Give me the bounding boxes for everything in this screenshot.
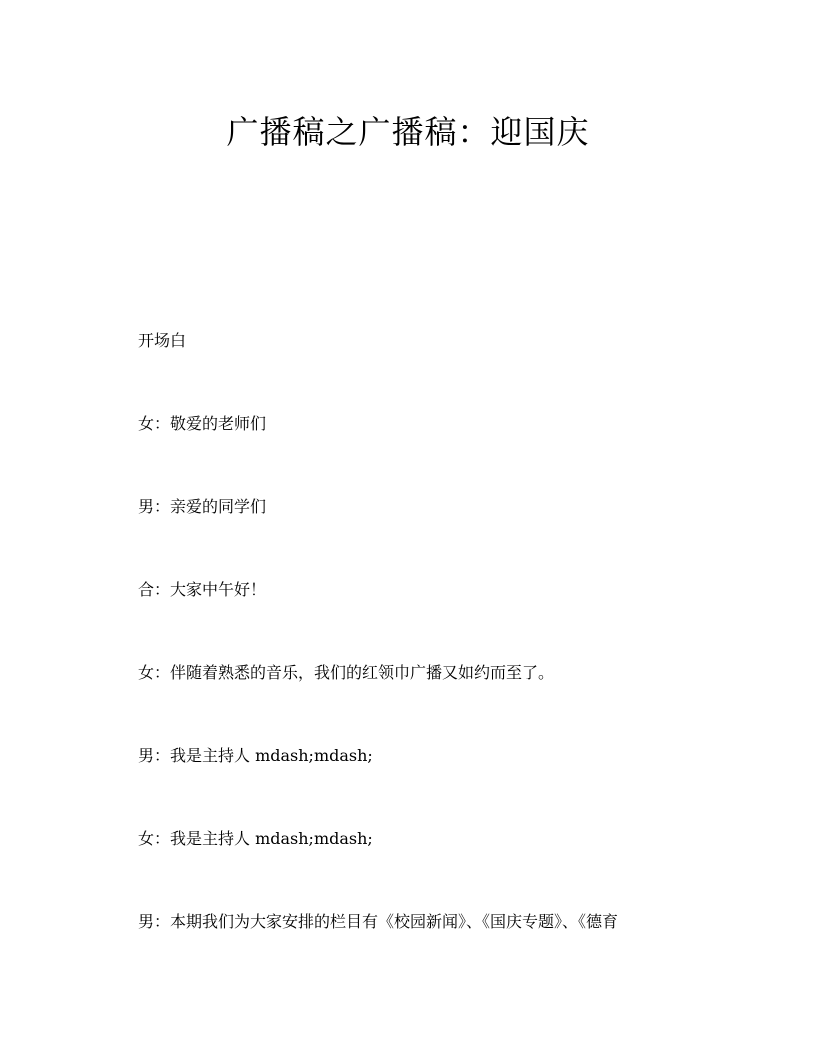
paragraph-male-program: 男：本期我们为大家安排的栏目有《校园新闻》、《国庆专题》、《德育 <box>138 912 619 931</box>
paragraph-male-host: 男：我是主持人 mdash;mdash; <box>138 746 373 765</box>
paragraph-together-greeting: 合：大家中午好！ <box>138 580 267 599</box>
paragraph-male-greeting: 男：亲爱的同学们 <box>138 497 267 516</box>
document-title: 广播稿之广播稿：迎国庆 <box>226 113 590 151</box>
paragraph-female-intro: 女：伴随着熟悉的音乐，我们的红领巾广播又如约而至了。 <box>138 663 555 682</box>
paragraph-female-greeting: 女：敬爱的老师们 <box>138 414 267 433</box>
document-body <box>138 327 708 936</box>
paragraph-female-host: 女：我是主持人 mdash;mdash; <box>138 829 373 848</box>
paragraph-opening: 开场白 <box>138 331 187 350</box>
